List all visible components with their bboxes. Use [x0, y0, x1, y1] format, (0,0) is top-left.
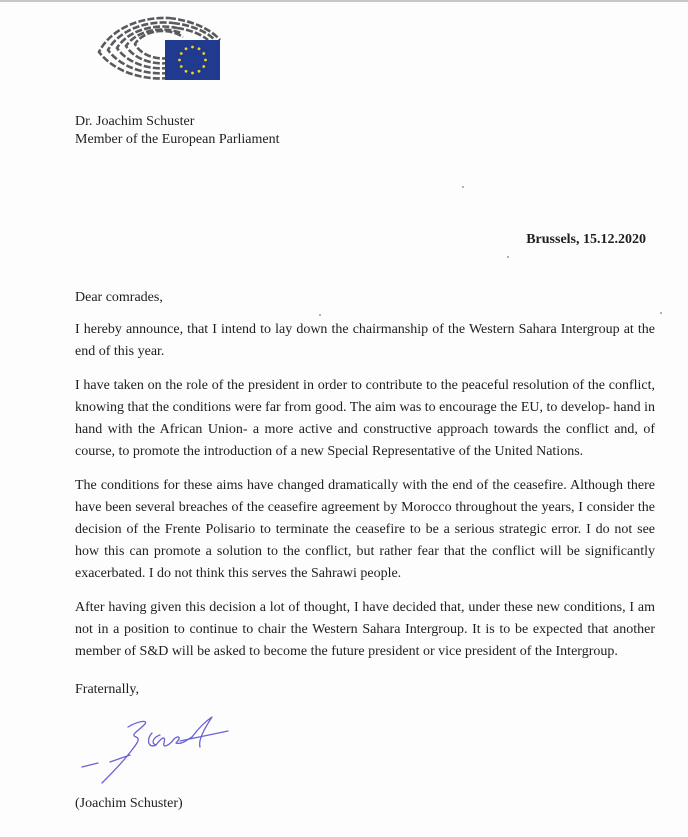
- scan-speck: [319, 314, 321, 316]
- eu-star: [198, 70, 201, 73]
- eu-star: [191, 72, 194, 75]
- paragraph: After having given this decision a lot of thought, I have decided that, under these new conditions, I am not in a position to continue to chair the Western Sahara Intergroup. It is to be expected that another member of S&D will be asked to become the future president or vice president of the Intergroup.: [75, 600, 655, 659]
- eu-star: [185, 47, 188, 50]
- date-line: Brussels, 15.12.2020: [526, 232, 646, 247]
- sender-name: Dr. Joachim Schuster: [75, 114, 195, 129]
- scan-speck: [462, 186, 464, 188]
- letter-body: [75, 287, 655, 815]
- eu-star: [191, 46, 194, 49]
- paragraph: The conditions for these aims have changed dramatically with the end of the ceasefire. Although there have been several breaches of the ceasefire agreement by Morocco throughout the years, I consider the decision of the Frente Polisario to terminate the ceasefire to be a serious strategic error. I do not see how this can promote a solution to the conflict, but rather fear that the conflict will be significantly exacerbated. I do not think this serves the Sahrawi people.: [75, 478, 655, 581]
- european-parliament-logo: [95, 12, 225, 84]
- eu-star: [202, 52, 205, 55]
- scan-speck: [660, 312, 662, 314]
- eu-star: [178, 59, 181, 62]
- paragraph: I have taken on the role of the president in order to contribute to the peaceful resolution of the conflict, knowing that the conditions were far from good. The aim was to encourage the EU, to develop- hand in hand with the African Union- a more active and constructive approach towards the conflict and, of course, to promote the introduction of a new Special Representative of the United Nations.: [75, 378, 655, 459]
- eu-star: [198, 47, 201, 50]
- signed-name: (Joachim Schuster): [75, 796, 183, 811]
- paragraph: I hereby announce, that I intend to lay down the chairmanship of the Western Sahara Intergroup at the end of this year.: [75, 322, 655, 359]
- eu-flag-icon: [165, 40, 220, 80]
- sender-block: [75, 113, 279, 149]
- handwritten-signature: [80, 707, 250, 787]
- eu-star: [202, 65, 205, 68]
- closing: Fraternally,: [75, 682, 140, 697]
- scan-top-edge: [0, 0, 688, 2]
- eu-star: [204, 59, 207, 62]
- eu-star: [180, 65, 183, 68]
- sender-title: Member of the European Parliament: [75, 132, 280, 147]
- scan-speck: [507, 256, 509, 258]
- eu-star: [180, 52, 183, 55]
- salutation: Dear comrades,: [75, 290, 163, 305]
- eu-star: [185, 70, 188, 73]
